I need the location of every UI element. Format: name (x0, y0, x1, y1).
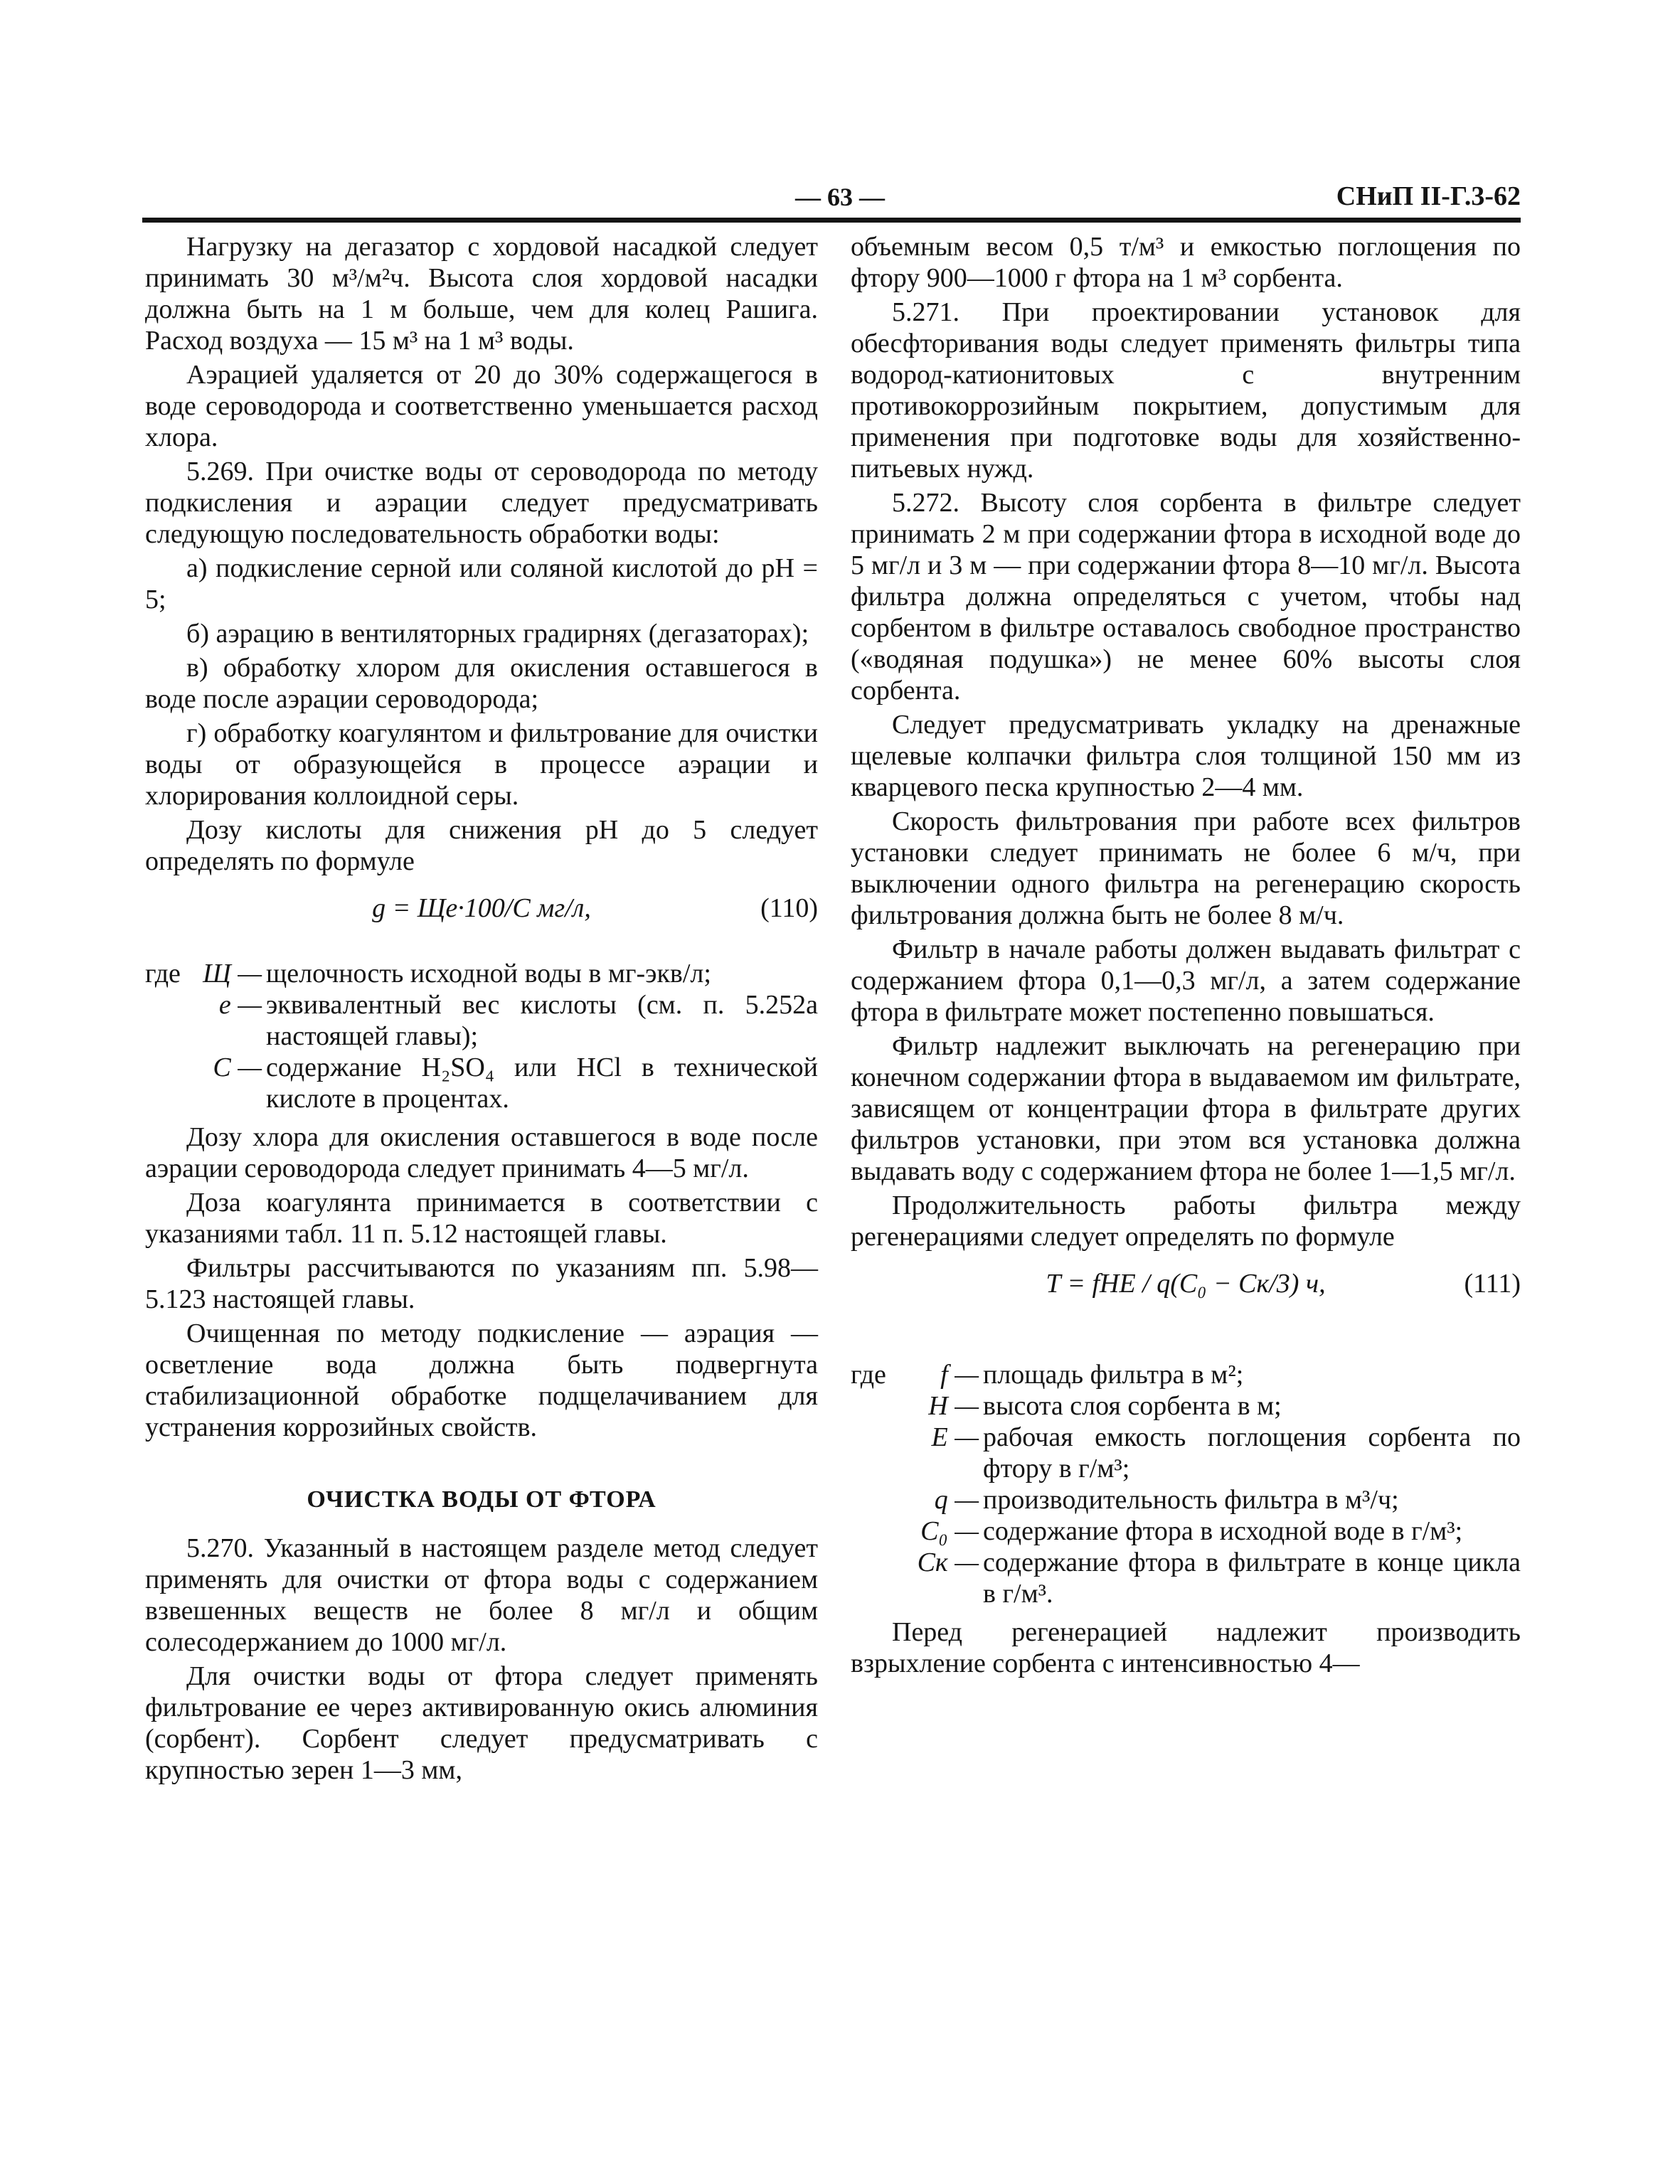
definition-row (145, 1052, 818, 1114)
definition-symbol: H — (928, 1391, 979, 1421)
definition-text: высота слоя сорбента в м; (983, 1391, 1282, 1421)
definition-text: содержание H₂SO₄ или HCl в технической кислоте в процентах. (266, 1053, 818, 1114)
definition-symbol: E — (931, 1422, 979, 1452)
paragraph: Скорость фильтрования при работе всех фильтров установки следует принимать не более 6 м/ч, при выключении одного фильтра на регенерацию скорость фильтрования должна быть не более 8 м/ч. (851, 806, 1521, 930)
where-label: где (145, 959, 181, 989)
definition-row (145, 958, 818, 989)
paragraph: Продолжительность работы фильтра между регенерациями следует определять по формуле (851, 1190, 1521, 1252)
header-rule (142, 218, 1521, 223)
document-code: СНиП II-Г.3-62 (1336, 181, 1521, 211)
paragraph: Очищенная по методу подкисление — аэрация — осветление вода должна быть подвергнута стабилизационной обработке подщелачиванием для устранения коррозийных свойств. (145, 1319, 818, 1442)
definition-symbol: Щ — (203, 959, 262, 989)
definition-symbol: е — (218, 990, 262, 1020)
definition-text: содержание фтора в исходной воде в г/м³; (983, 1516, 1463, 1546)
definition-row (145, 989, 818, 1052)
paragraph-5-269: 5.269. При очистке воды от сероводорода по методу подкисления и аэрации следует предусматривать следующую последовательность обработки воды: (145, 457, 818, 549)
paragraph: Для очистки воды от фтора следует применять фильтрование ее через активированную окись алюминия (сорбент). Сорбент следует предусматривать с крупностью зерен 1—3 мм, (145, 1661, 818, 1785)
paragraph: Дозу хлора для окисления оставшегося в воде после аэрации сероводорода следует принимать 4—5 мг/л. (145, 1122, 818, 1183)
definition-symbol: f — (940, 1360, 979, 1390)
definition-symbol: q — (934, 1485, 979, 1515)
definition-symbol: Cк — (917, 1548, 979, 1577)
list-item-a: а) подкисление серной или соляной кислотой до pH = 5; (145, 553, 818, 614)
definition-text: эквивалентный вес кислоты (см. п. 5.252а настоящей главы); (266, 990, 818, 1051)
section-title: ОЧИСТКА ВОДЫ ОТ ФТОРА (307, 1486, 656, 1513)
definition-row (851, 1359, 1521, 1390)
where-label: где (851, 1360, 886, 1390)
paragraph: Аэрацией удаляется от 20 до 30% содержащегося в воде сероводорода и соответственно уменьшается расход хлора. (145, 360, 818, 452)
variable-definitions (851, 1359, 1521, 1609)
page-number: — 63 — (795, 183, 885, 211)
paragraph: Следует предусматривать укладку на дренажные щелевые колпачки фильтра слоя толщиной 150 мм из кварцевого песка крупностью 2—4 мм. (851, 710, 1521, 802)
definition-symbol: C₀ — (920, 1516, 979, 1546)
formula-expression: g = Ще·100/C мг/л, (372, 893, 591, 923)
formula-expression: T = fHE / q(C₀ − Cк/3) ч, (1046, 1269, 1326, 1299)
definition-row (851, 1390, 1521, 1422)
paragraph: объемным весом 0,5 т/м³ и емкостью поглощения по фтору 900—1000 г фтора на 1 м³ сорбента. (851, 232, 1521, 293)
paragraph: Дозу кислоты для снижения pH до 5 следует определять по формуле (145, 815, 818, 876)
definition-text: рабочая емкость поглощения сорбента по фтору в г/м³; (983, 1422, 1521, 1483)
definition-row (851, 1422, 1521, 1484)
list-item-d: г) обработку коагулянтом и фильтрование для очистки воды от образующейся в процессе аэрации и хлорирования коллоидной серы. (145, 718, 818, 811)
definition-text: производительность фильтра в м³/ч; (983, 1485, 1399, 1515)
definition-text: содержание фтора в фильтрате в конце цикла в г/м³. (983, 1548, 1521, 1609)
definition-row (851, 1484, 1521, 1516)
paragraph: Перед регенерацией надлежит производить взрыхление сорбента с интенсивностью 4— (851, 1617, 1521, 1678)
paragraph: Фильтры рассчитываются по указаниям пп. 5.98—5.123 настоящей главы. (145, 1253, 818, 1314)
formula-110 (145, 880, 818, 954)
paragraph: Фильтр надлежит выключать на регенерацию при конечном содержании фтора в выдаваемом им фильтрате, зависящем от концентрации фтора в фильтрате других фильтров установки, при этом вся установка должна выдавать воду с содержанием фтора не более 1—1,5 мг/л. (851, 1031, 1521, 1186)
formula-111 (851, 1255, 1521, 1355)
definition-text: щелочность исходной воды в мг-экв/л; (266, 959, 711, 989)
definition-row (851, 1547, 1521, 1609)
list-item-c: в) обработку хлором для окисления оставшегося в воде после аэрации сероводорода; (145, 653, 818, 714)
list-item-b: б) аэрацию в вентиляторных градирнях (дегазаторах); (186, 619, 809, 649)
left-column (145, 231, 818, 1789)
definition-text: площадь фильтра в м²; (983, 1360, 1244, 1390)
formula-number: (110) (760, 893, 818, 923)
right-column (851, 231, 1521, 1682)
variable-definitions (145, 958, 818, 1114)
definition-symbol: С — (213, 1053, 262, 1082)
paragraph: Нагрузку на дегазатор с хордовой насадкой следует принимать 30 м³/м²ч. Высота слоя хордовой насадки должна быть на 1 м больше, чем для колец Рашига. Расход воздуха — 15 м³ на 1 м³ воды. (145, 232, 818, 356)
paragraph: Доза коагулянта принимается в соответствии с указаниями табл. 11 п. 5.12 настоящей главы. (145, 1188, 818, 1249)
paragraph-5-270: 5.270. Указанный в настоящем разделе метод следует применять для очистки от фтора воды с содержанием взвешенных веществ не более 8 мг/л и общим солесодержанием до 1000 мг/л. (145, 1533, 818, 1657)
definition-row (851, 1516, 1521, 1547)
paragraph-5-271: 5.271. При проектировании установок для обесфторивания воды следует применять фильтры типа водород-катионитовых с внутренним противокоррозийным покрытием, допустимым для применения при подготовке воды для хозяйственно-питьевых нужд. (851, 297, 1521, 484)
paragraph: Фильтр в начале работы должен выдавать фильтрат с содержанием фтора 0,1—0,3 мг/л, а затем содержание фтора в фильтрате может постепенно повышаться. (851, 934, 1521, 1027)
formula-number: (111) (1464, 1269, 1521, 1299)
paragraph-5-272: 5.272. Высоту слоя сорбента в фильтре следует принимать 2 м при содержании фтора в исходной воде до 5 мг/л и 3 м — при содержании фтора 8—10 мг/л. Высота фильтра должна определяться с учетом, чтобы над сорбентом в фильтре оставалось свободное пространство («водяная подушка») не менее 60% высоты слоя сорбента. (851, 488, 1521, 705)
